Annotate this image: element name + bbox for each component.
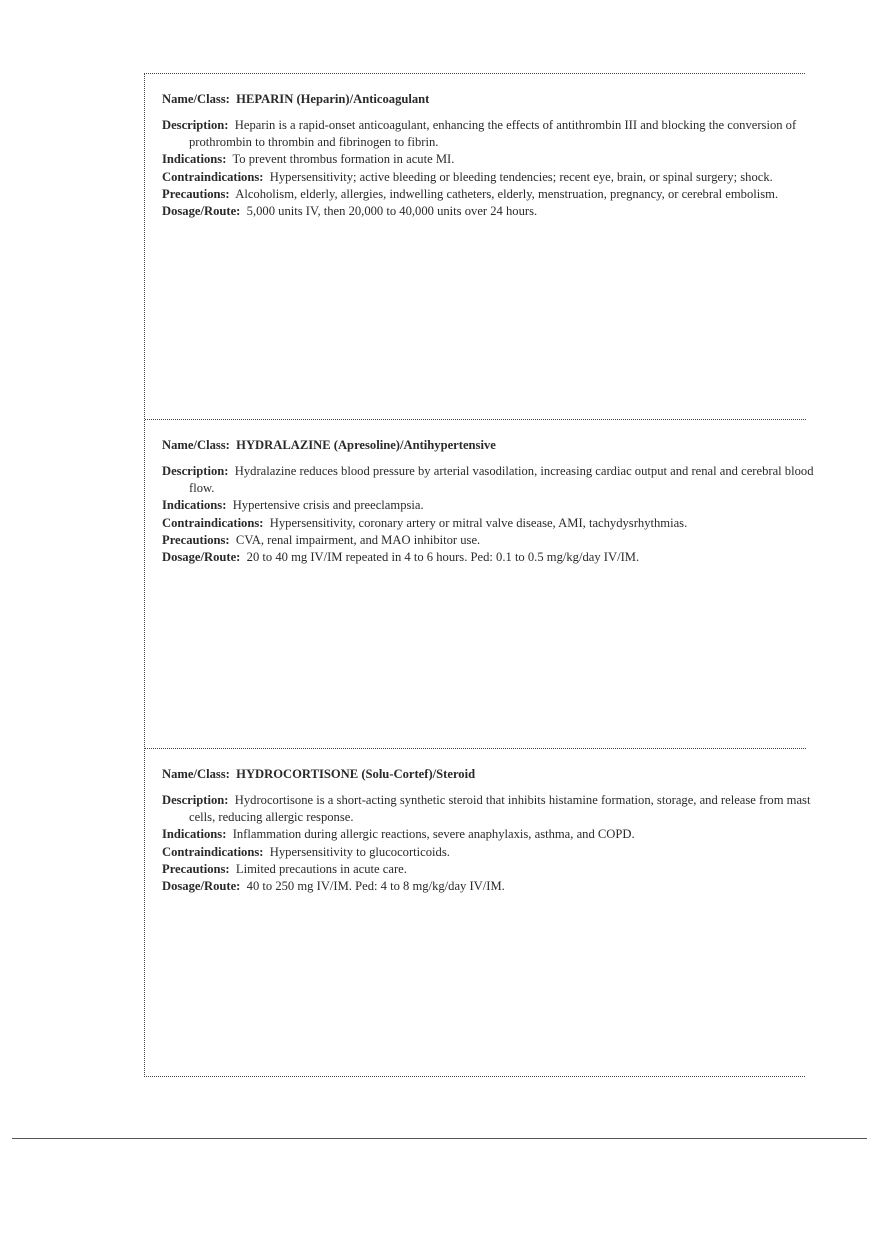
precautions-entry (162, 861, 829, 878)
dosage-route-label: Dosage/Route: (162, 879, 241, 894)
description-entry (162, 792, 829, 826)
indications-text: Inflammation during allergic reactions, severe anaphylaxis, asthma, and COPD. (232, 827, 635, 842)
contraindications-entry (162, 844, 829, 861)
contraindications-entry (162, 169, 829, 186)
contraindications-label: Contraindications: (162, 844, 264, 859)
precautions-text: CVA, renal impairment, and MAO inhibitor use. (235, 532, 481, 547)
precautions-label: Precautions: (162, 532, 230, 547)
footer-divider (12, 1138, 867, 1139)
description-text: Hydralazine reduces blood pressure by arterial vasodilation, increasing cardiac output and renal and cerebral blood flow. (189, 464, 814, 496)
precautions-text: Limited precautions in acute care. (235, 861, 407, 876)
precautions-label: Precautions: (162, 861, 230, 876)
indications-label: Indications: (162, 827, 227, 842)
indications-label: Indications: (162, 498, 227, 513)
drug-name-value: HYDRALAZINE (Apresoline)/Antihypertensive (236, 438, 496, 452)
description-text: Hydrocortisone is a short-acting synthetic steroid that inhibits histamine formation, storage, and release from mast cells, reducing allergic response. (189, 793, 811, 825)
dosage-route-label: Dosage/Route: (162, 204, 241, 219)
contraindications-label: Contraindications: (162, 169, 264, 184)
dosage-route-text: 5,000 units IV, then 20,000 to 40,000 units over 24 hours. (246, 204, 538, 219)
dosage-route-entry (162, 878, 829, 895)
dosage-route-entry (162, 203, 829, 220)
indications-text: To prevent thrombus formation in acute MI. (232, 152, 455, 167)
drug-card-sheet (144, 73, 814, 1077)
name-class-line (162, 437, 806, 453)
drug-name-value: HEPARIN (Heparin)/Anticoagulant (236, 92, 430, 106)
indications-label: Indications: (162, 152, 227, 167)
precautions-label: Precautions: (162, 186, 230, 201)
drug-card-hydrocortisone (145, 748, 811, 1077)
name-class-line (162, 91, 806, 107)
description-entry (162, 117, 829, 151)
description-label: Description: (162, 793, 229, 807)
precautions-entry (162, 532, 829, 549)
name-class-label: Name/Class: (162, 767, 230, 781)
name-class-label: Name/Class: (162, 92, 230, 106)
drug-card-heparin (145, 74, 806, 419)
contraindications-text: Hypersensitivity, coronary artery or mitral valve disease, AMI, tachydysrhythmias. (269, 515, 688, 530)
drug-card-hydralazine (145, 419, 814, 748)
name-class-label: Name/Class: (162, 438, 230, 452)
description-text: Heparin is a rapid-onset anticoagulant, enhancing the effects of antithrombin III and blocking the conversion of prothrombin to thrombin and fibrinogen to fibrin. (189, 118, 797, 150)
indications-entry (162, 497, 829, 514)
description-entry (162, 463, 829, 497)
name-class-line (162, 766, 806, 782)
contraindications-entry (162, 515, 829, 532)
contraindications-text: Hypersensitivity to glucocorticoids. (269, 844, 450, 859)
dosage-route-text: 40 to 250 mg IV/IM. Ped: 4 to 8 mg/kg/day IV/IM. (246, 879, 505, 894)
indications-entry (162, 826, 829, 843)
indications-text: Hypertensive crisis and preeclampsia. (232, 498, 424, 513)
description-label: Description: (162, 118, 229, 132)
precautions-text: Alcoholism, elderly, allergies, indwelling catheters, elderly, menstruation, pregnancy, or cerebral embolism. (235, 186, 779, 201)
description-label: Description: (162, 464, 229, 478)
contraindications-label: Contraindications: (162, 515, 264, 530)
dosage-route-text: 20 to 40 mg IV/IM repeated in 4 to 6 hours. Ped: 0.1 to 0.5 mg/kg/day IV/IM. (246, 550, 640, 565)
indications-entry (162, 151, 829, 168)
dosage-route-entry (162, 549, 829, 566)
contraindications-text: Hypersensitivity; active bleeding or bleeding tendencies; recent eye, brain, or spinal surgery; shock. (269, 169, 773, 184)
drug-name-value: HYDROCORTISONE (Solu-Cortef)/Steroid (236, 767, 476, 781)
precautions-entry (162, 186, 829, 203)
dosage-route-label: Dosage/Route: (162, 550, 241, 565)
